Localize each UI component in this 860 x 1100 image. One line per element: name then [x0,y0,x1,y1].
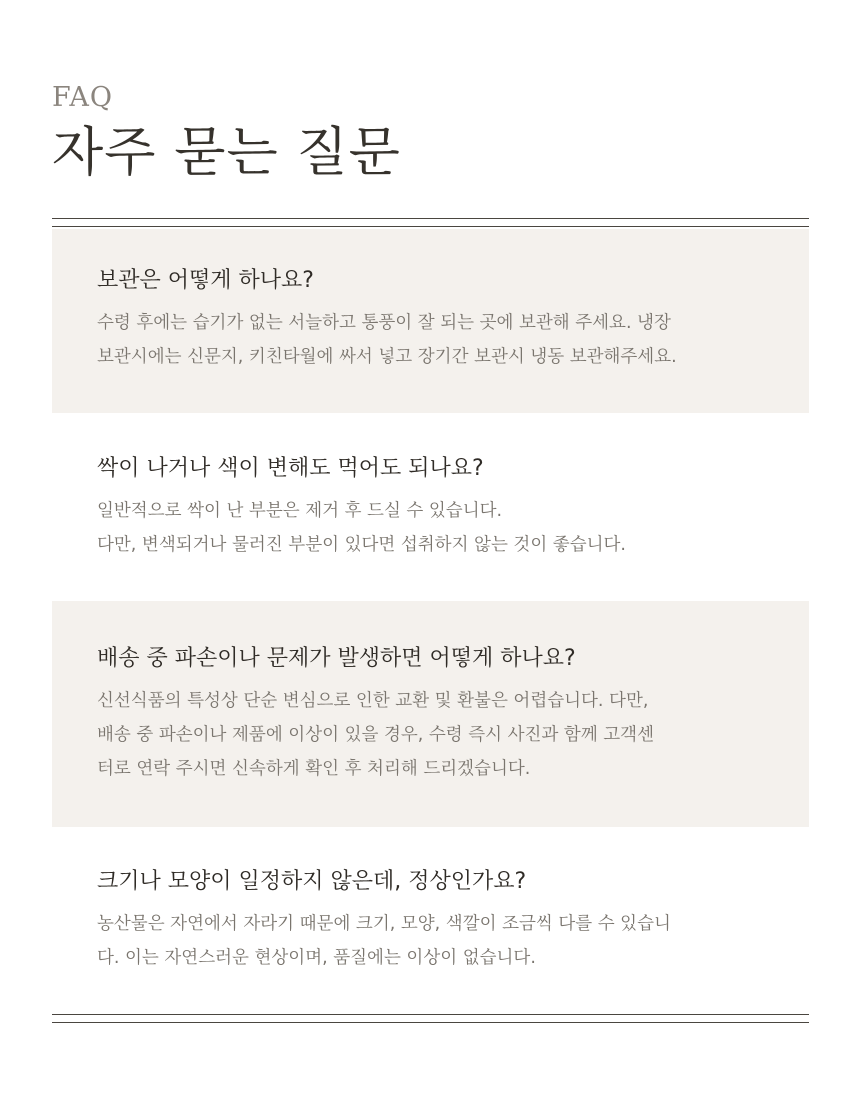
faq-eyebrow: FAQ [52,82,114,113]
faq-question: 배송 중 파손이나 문제가 발생하면 어떻게 하나요? [97,646,576,671]
faq-question: 싹이 나거나 색이 변해도 먹어도 되나요? [97,456,484,481]
top-divider-inner [52,226,809,227]
faq-item-storage [52,229,809,413]
page-title: 자주 묻는 질문 [52,122,401,183]
faq-answer-line: 터로 연락 주시면 신속하게 확인 후 처리해 드리겠습니다. [97,759,531,779]
faq-answer [97,306,769,374]
faq-answer-line: 다만, 변색되거나 물러진 부분이 있다면 섭취하지 않는 것이 좋습니다. [97,535,626,555]
faq-item-sprouting [52,413,809,601]
faq-answer-line: 농산물은 자연에서 자라기 때문에 크기, 모양, 색깔이 조금씩 다를 수 있습니 [97,914,671,934]
faq-item-delivery-damage [52,601,809,827]
top-divider-outer [52,218,809,219]
faq-answer-line: 보관시에는 신문지, 키친타월에 싸서 넣고 장기간 보관시 냉동 보관해주세요. [97,347,677,367]
faq-answer [97,907,769,975]
faq-item-size-shape [52,827,809,1007]
faq-answer-line: 신선식품의 특성상 단순 변심으로 인한 교환 및 환불은 어렵습니다. 다만, [97,691,649,711]
bottom-divider-inner [52,1022,809,1023]
faq-answer [97,494,769,562]
faq-question: 보관은 어떻게 하나요? [97,268,314,293]
faq-answer [97,684,769,786]
bottom-divider-outer [52,1014,809,1015]
faq-answer-line: 수령 후에는 습기가 없는 서늘하고 통풍이 잘 되는 곳에 보관해 주세요. 냉장 [97,313,671,333]
faq-header [52,80,401,188]
faq-answer-line: 배송 중 파손이나 제품에 이상이 있을 경우, 수령 즉시 사진과 함께 고객센 [97,725,654,745]
faq-answer-line: 일반적으로 싹이 난 부분은 제거 후 드실 수 있습니다. [97,501,503,521]
faq-answer-line: 다. 이는 자연스러운 현상이며, 품질에는 이상이 없습니다. [97,948,536,968]
faq-question: 크기나 모양이 일정하지 않은데, 정상인가요? [97,869,527,894]
